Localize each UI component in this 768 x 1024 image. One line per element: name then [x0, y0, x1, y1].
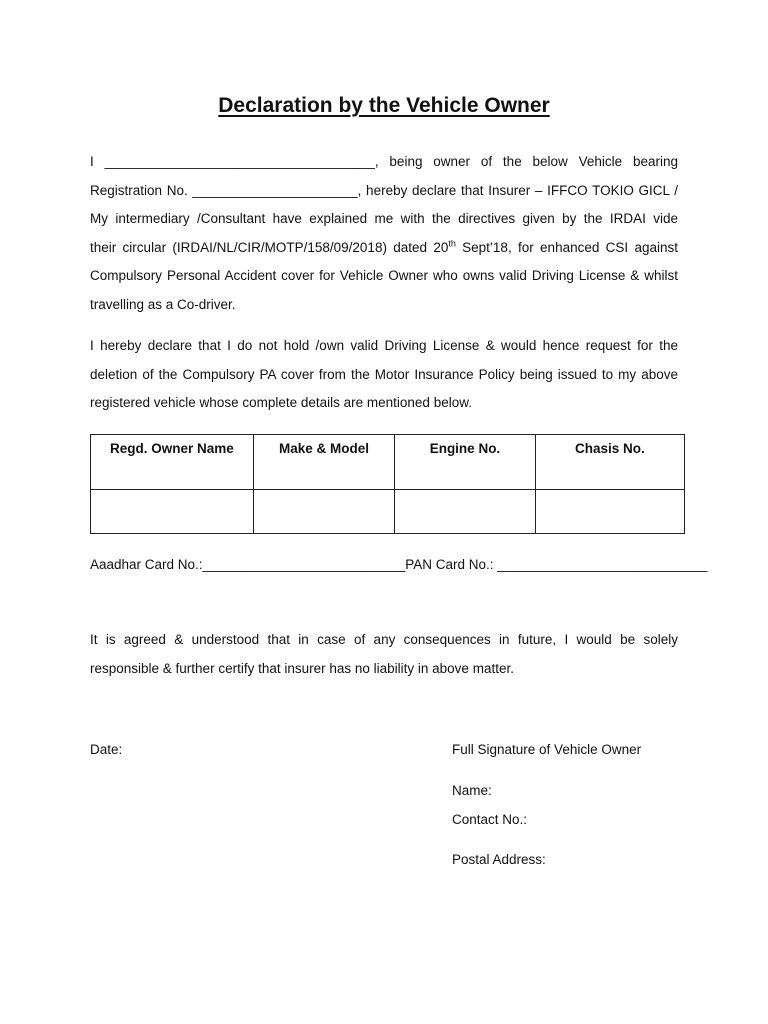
paragraph-line	[90, 234, 678, 263]
pan-field[interactable]: PAN Card No.: ____________________________	[405, 557, 708, 572]
date-label: Date:	[90, 742, 123, 757]
name-label: Name:	[452, 783, 492, 798]
ordinal-suffix: th	[448, 238, 456, 248]
paragraph-line: I hereby declare that I do not hold /own valid Driving License & would hence request for the	[90, 338, 678, 353]
header-chasis-no: Chasis No.	[535, 435, 684, 490]
owner-name-cell[interactable]	[91, 490, 254, 534]
make-model-cell[interactable]	[253, 490, 394, 534]
agreement-paragraph	[90, 626, 678, 683]
header-owner-name: Regd. Owner Name	[91, 435, 254, 490]
declaration-paragraph	[90, 148, 678, 319]
aadhar-field[interactable]: Aaadhar Card No.:___________________________	[90, 557, 406, 572]
paragraph-line: Registration No. ______________________, hereby declare that Insurer – IFFCO TOKIO GICL /	[90, 182, 678, 198]
table-row	[91, 490, 685, 534]
chasis-no-cell[interactable]	[535, 490, 684, 534]
paragraph-line: Compulsory Personal Accident cover for Vehicle Owner who owns valid Driving License & whilst	[90, 268, 678, 283]
contact-label: Contact No.:	[452, 812, 528, 827]
id-numbers-line	[90, 557, 708, 572]
paragraph-line: deletion of the Compulsory PA cover from the Motor Insurance Policy being issued to my above	[90, 366, 678, 382]
header-engine-no: Engine No.	[395, 435, 536, 490]
paragraph-line: registered vehicle whose complete details are mentioned below.	[90, 395, 472, 410]
page-title-text: Declaration by the Vehicle Owner	[218, 94, 550, 117]
header-make-model: Make & Model	[253, 435, 394, 490]
request-paragraph	[90, 332, 678, 418]
paragraph-line: It is agreed & understood that in case of any consequences in future, I would be solely	[90, 632, 678, 647]
paragraph-line: responsible & further certify that insurer has no liability in above matter.	[90, 660, 514, 676]
paragraph-line: travelling as a Co-driver.	[90, 296, 236, 312]
table-header-row	[91, 435, 685, 490]
engine-no-cell[interactable]	[395, 490, 536, 534]
paragraph-line: I ____________________________________, being owner of the below Vehicle bearing	[90, 154, 678, 169]
signature-label: Full Signature of Vehicle Owner	[452, 742, 642, 757]
paragraph-fragment: their circular (IRDAI/NL/CIR/MOTP/158/09/2018) dated 20	[90, 239, 449, 255]
vehicle-details-table	[90, 434, 685, 534]
paragraph-fragment: Sept’18, for enhanced CSI against	[455, 239, 678, 255]
paragraph-line: My intermediary /Consultant have explained me with the directives given by the IRDAI vide	[90, 211, 678, 226]
postal-address-label: Postal Address:	[452, 852, 546, 867]
page-title	[0, 94, 768, 118]
